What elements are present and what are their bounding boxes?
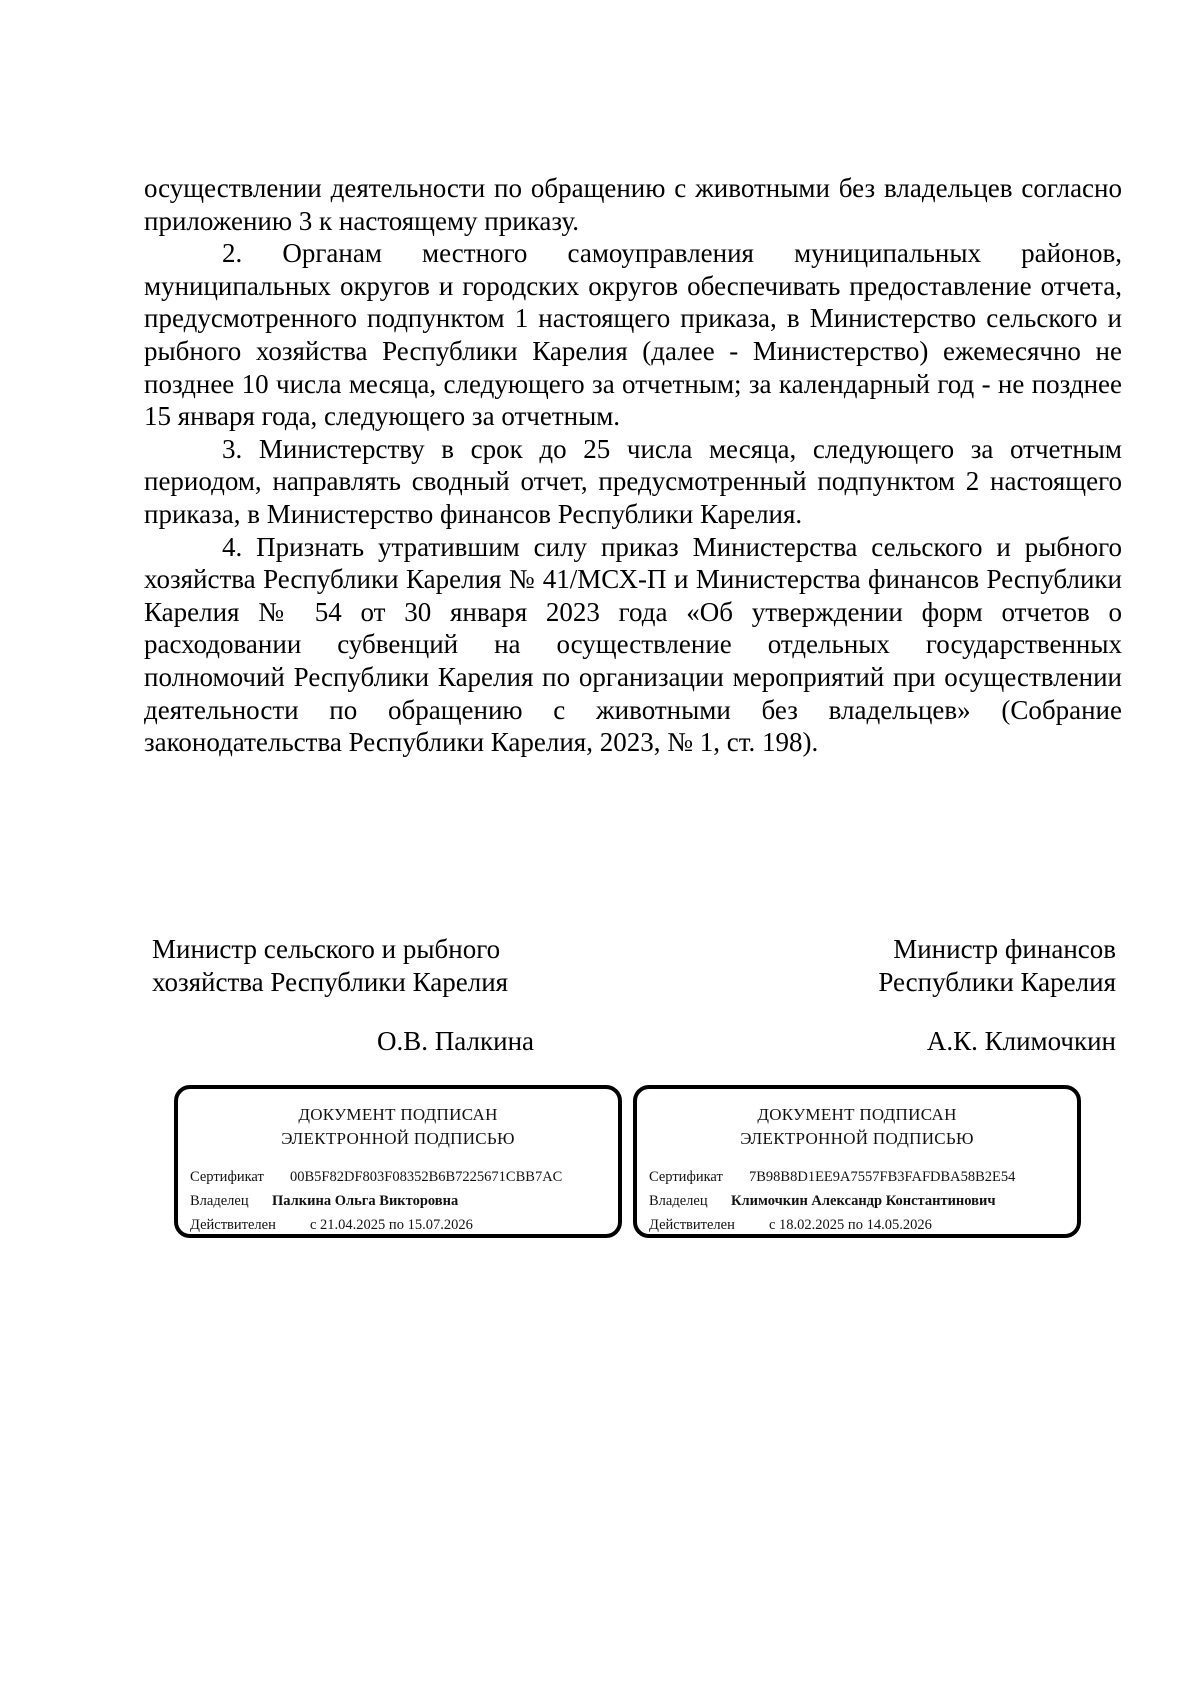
e-signature-stamp-right [633, 1085, 1081, 1238]
stamp-owner-value: Палкина Ольга Викторовна [272, 1193, 459, 1209]
signatory-title-left [152, 933, 508, 999]
signatory-name-right: А.К. Климочкин [926, 1026, 1116, 1056]
stamp-header [637, 1103, 1077, 1151]
signatory-title-left-line2: хозяйства Республики Карелия [152, 967, 509, 997]
stamp-header-line1: ДОКУМЕНТ ПОДПИСАН [757, 1105, 957, 1124]
stamp-validity-value: с 21.04.2025 по 15.07.2026 [310, 1217, 473, 1233]
stamp-header-line2: ЭЛЕКТРОННОЙ ПОДПИСЬЮ [740, 1129, 974, 1148]
stamp-certificate-label: Сертификат [649, 1169, 723, 1185]
body-text [144, 172, 1122, 759]
stamp-owner-label: Владелец [649, 1193, 708, 1209]
signatory-name-left: О.В. Палкина [377, 1026, 534, 1056]
stamp-owner-label: Владелец [190, 1193, 249, 1209]
e-signature-stamp-left [174, 1085, 622, 1238]
signatory-title-right [878, 933, 1116, 999]
stamp-owner-value: Климочкин Александр Константинович [731, 1193, 996, 1209]
stamp-certificate-label: Сертификат [190, 1169, 264, 1185]
stamp-validity-row [190, 1217, 473, 1234]
stamp-header [178, 1103, 618, 1151]
paragraph-continuation: осуществлении деятельности по обращению с животными без владельцев согласно приложению 3 к настоящему приказу. [144, 173, 1122, 236]
stamp-validity-label: Действителен [649, 1217, 735, 1233]
signatory-title-left-line1: Министр сельского и рыбного [152, 934, 501, 964]
stamp-validity-label: Действителен [190, 1217, 276, 1233]
stamp-owner-row [649, 1193, 996, 1210]
stamp-certificate-value: 7B98B8D1EE9A7557FB3FAFDBA58B2E54 [749, 1169, 1016, 1185]
stamp-owner-row [190, 1193, 458, 1210]
stamp-certificate-row [649, 1169, 1015, 1186]
signatory-title-right-line2: Республики Карелия [878, 967, 1116, 997]
stamp-validity-row [649, 1217, 932, 1234]
stamp-certificate-value: 00B5F82DF803F08352B6B7225671CBB7AC [290, 1169, 563, 1185]
paragraph-item-2: 2. Органам местного самоуправления муниципальных районов, муниципальных округов и городских округов обеспечивать предоставление отчета, предусмотренного подпунктом 1 настоящего приказа, в Министерство сельского и рыбного хозяйства Республики Карелия (далее - Министерство) ежемесячно не позднее 10 числа месяца, следующего за отчетным; за календарный год - не позднее 15 января года, следующего за отчетным. [144, 238, 1122, 432]
signatory-title-right-line1: Министр финансов [893, 934, 1116, 964]
stamp-header-line2: ЭЛЕКТРОННОЙ ПОДПИСЬЮ [281, 1129, 515, 1148]
paragraph-item-4: 4. Признать утратившим силу приказ Министерства сельского и рыбного хозяйства Республики Карелия № 41/МСХ-П и Министерства финансов Республики Карелия № 54 от 30 января 2023 года «Об утверждении форм отчетов о расходовании субвенций на осуществление отдельных государственных полномочий Республики Карелия по организации мероприятий при осуществлении деятельности по обращению с животными без владельцев» (Собрание законодательства Республики Карелия, 2023, № 1, ст. 198). [144, 531, 1122, 758]
paragraph-item-3: 3. Министерству в срок до 25 числа месяца, следующего за отчетным периодом, направлять сводный отчет, предусмотренный подпунктом 2 настоящего приказа, в Министерство финансов Республики Карелия. [144, 433, 1122, 529]
stamp-header-line1: ДОКУМЕНТ ПОДПИСАН [298, 1105, 498, 1124]
stamp-certificate-row [190, 1169, 562, 1186]
stamp-validity-value: с 18.02.2025 по 14.05.2026 [769, 1217, 932, 1233]
